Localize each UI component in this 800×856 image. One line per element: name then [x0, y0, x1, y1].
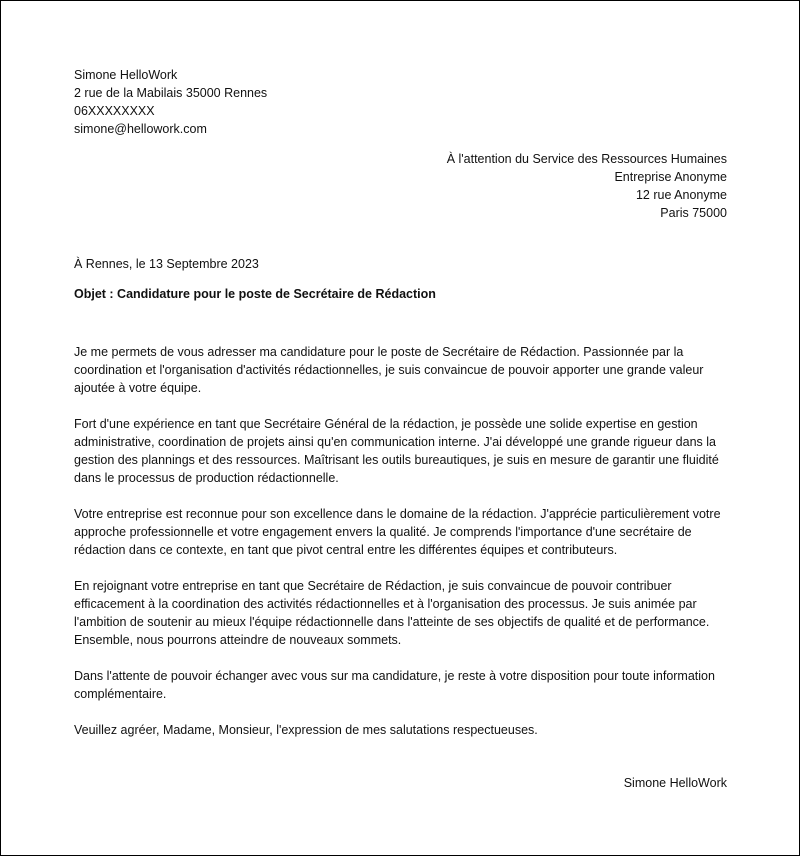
recipient-street: 12 rue Anonyme — [635, 188, 727, 202]
sender-email: simone@hellowork.com — [74, 122, 207, 136]
sender-block — [74, 66, 267, 138]
subject-line: Objet : Candidature pour le poste de Secrétaire de Rédaction — [74, 287, 436, 301]
body-paragraph: Dans l'attente de pouvoir échanger avec vous sur ma candidature, je reste à votre disposition pour toute information complémentaire. — [74, 669, 715, 701]
sender-phone: 06XXXXXXXX — [74, 104, 155, 118]
body-paragraph: Fort d'une expérience en tant que Secrétaire Général de la rédaction, je possède une solide expertise en gestion administrative, coordination de projets ainsi qu'en communication interne. J'ai développé une grande rigueur dans la gestion des plannings et des ressources. Maîtrisant les outils bureautiques, je suis en mesure de garantir une fluidité dans le processus de production rédactionnelle. — [74, 417, 719, 485]
body-paragraph: En rejoignant votre entreprise en tant que Secrétaire de Rédaction, je suis convaincue de pouvoir contribuer efficacement à la coordination des activités rédactionnelles et à l'organisation des processus. Je suis animée par l'ambition de soutenir au mieux l'équipe rédactionnelle dans l'atteinte de ses objectifs de qualité et de performance. Ensemble, nous pourrons atteindre de nouveaux sommets. — [74, 579, 710, 647]
body-paragraph: Votre entreprise est reconnue pour son excellence dans le domaine de la rédaction. J'apprécie particulièrement votre approche professionnelle et votre engagement envers la qualité. Je comprends l'importance d'une secrétaire de rédaction dans ce contexte, en tant que pivot central entre les différentes équipes et contributeurs. — [74, 507, 721, 557]
recipient-block — [447, 150, 727, 222]
recipient-attention: À l'attention du Service des Ressources Humaines — [446, 152, 727, 166]
signature: Simone HelloWork — [623, 776, 727, 790]
letter-body — [74, 343, 734, 757]
closing-paragraph: Veuillez agréer, Madame, Monsieur, l'expression de mes salutations respectueuses. — [74, 723, 538, 737]
recipient-company: Entreprise Anonyme — [614, 170, 727, 184]
sender-address: 2 rue de la Mabilais 35000 Rennes — [74, 86, 268, 100]
sender-name: Simone HelloWork — [74, 68, 178, 82]
recipient-city: Paris 75000 — [660, 206, 727, 220]
body-paragraph: Je me permets de vous adresser ma candidature pour le poste de Secrétaire de Rédaction. Passionnée par la coordination et l'organisation d'activités rédactionnelles, je suis convaincue de pouvoir apporter une grande valeur ajoutée à votre équipe. — [74, 345, 704, 395]
date-line: À Rennes, le 13 Septembre 2023 — [74, 257, 259, 271]
